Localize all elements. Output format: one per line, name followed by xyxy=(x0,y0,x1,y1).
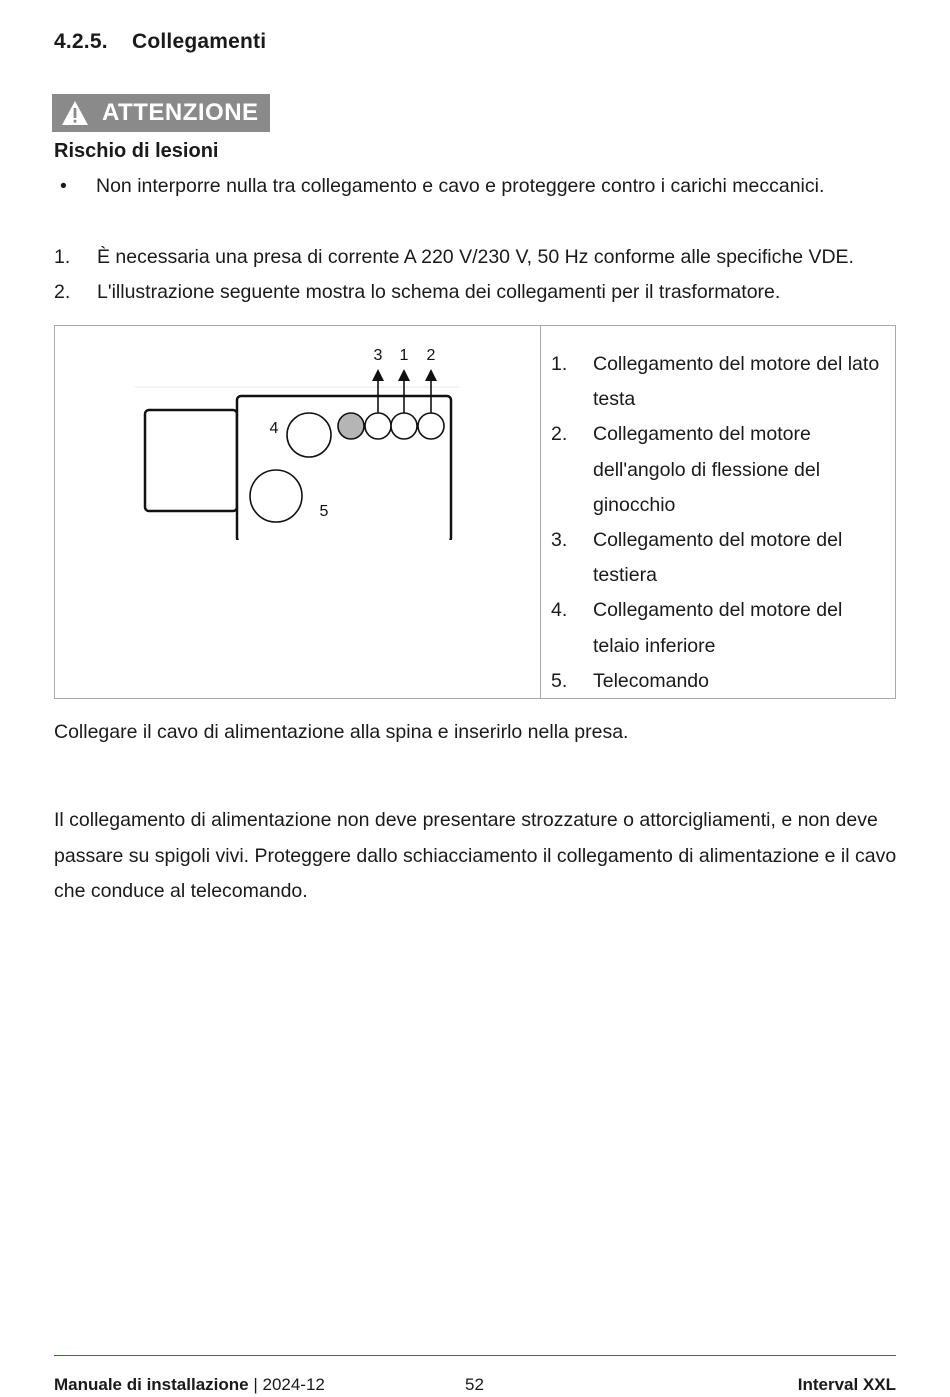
label-4: 4 xyxy=(269,420,279,437)
legend-text: Collegamento del motore del telaio inferiore xyxy=(593,599,843,657)
footer-separator: | xyxy=(248,1375,263,1394)
footer-rule xyxy=(54,1355,896,1356)
legend-list xyxy=(551,347,881,699)
paragraph-connect: Collegare il cavo di alimentazione alla spina e inserirlo nella presa. xyxy=(54,721,629,743)
legend-number: 3. xyxy=(551,529,568,552)
arrow-1-head xyxy=(398,369,410,381)
step-number: 1. xyxy=(54,246,71,268)
label-2: 2 xyxy=(426,347,436,364)
legend-item xyxy=(551,417,881,523)
footer-doc-info xyxy=(54,1375,325,1395)
warning-triangle-icon xyxy=(61,100,89,126)
section-number: 4.2.5. xyxy=(54,30,108,53)
risk-bullet xyxy=(54,175,824,198)
steps-list xyxy=(54,246,854,316)
connection-diagram-table xyxy=(54,325,896,699)
warning-label: ATTENZIONE xyxy=(102,99,259,126)
legend-item xyxy=(551,593,881,663)
legend-number: 4. xyxy=(551,599,568,622)
risk-heading: Rischio di lesioni xyxy=(54,140,219,162)
legend-item xyxy=(551,664,881,699)
legend-text: Collegamento del motore dell'angolo di flessione del ginocchio xyxy=(593,423,821,516)
step-item xyxy=(54,281,854,316)
port-filled xyxy=(338,413,364,439)
label-3: 3 xyxy=(373,347,383,364)
legend-number: 5. xyxy=(551,669,568,692)
footer-product: Interval XXL xyxy=(797,1375,896,1394)
port-2 xyxy=(418,413,444,439)
paragraph-safety: Il collegamento di alimentazione non deve presentare strozzature o attorcigliamenti, e non deve passare su spigoli vivi. Proteggere dallo schiacciamento il collegamento di alimentazione e il cavo che conduce al telecomando. xyxy=(54,809,897,902)
risk-bullet-text: Non interporre nulla tra collegamento e cavo e proteggere contro i carichi meccanici. xyxy=(96,175,825,197)
legend-item xyxy=(551,347,881,417)
section-title: Collegamenti xyxy=(132,30,267,53)
label-1: 1 xyxy=(399,347,409,364)
arrow-2-head xyxy=(425,369,437,381)
bullet-dot: • xyxy=(60,175,67,197)
port-1 xyxy=(391,413,417,439)
section-heading xyxy=(54,30,266,54)
legend-text: Telecomando xyxy=(593,669,709,692)
page-footer xyxy=(54,1375,896,1397)
connection-schematic xyxy=(135,340,465,540)
table-divider xyxy=(540,326,541,698)
label-5: 5 xyxy=(319,503,329,520)
footer-date: 2024-12 xyxy=(262,1375,325,1394)
arrow-3-head xyxy=(372,369,384,381)
connector-5 xyxy=(250,470,302,522)
step-text: È necessaria una presa di corrente A 220 V/230 V, 50 Hz conforme alle specifiche VDE. xyxy=(97,246,854,268)
page-number: 52 xyxy=(465,1375,484,1394)
footer-doc-title: Manuale di installazione xyxy=(54,1375,249,1394)
legend-number: 1. xyxy=(551,353,568,375)
legend-text: Collegamento del motore del testiera xyxy=(593,529,843,587)
step-item xyxy=(54,246,854,281)
side-box xyxy=(145,410,237,511)
legend-text: Collegamento del motore del lato testa xyxy=(593,353,880,411)
legend-number: 2. xyxy=(551,423,568,446)
step-text: L'illustrazione seguente mostra lo schema dei collegamenti per il trasformatore. xyxy=(97,281,781,303)
step-number: 2. xyxy=(54,281,71,303)
legend-item xyxy=(551,523,881,593)
connector-4 xyxy=(287,413,331,457)
port-3 xyxy=(365,413,391,439)
warning-banner xyxy=(52,94,270,132)
